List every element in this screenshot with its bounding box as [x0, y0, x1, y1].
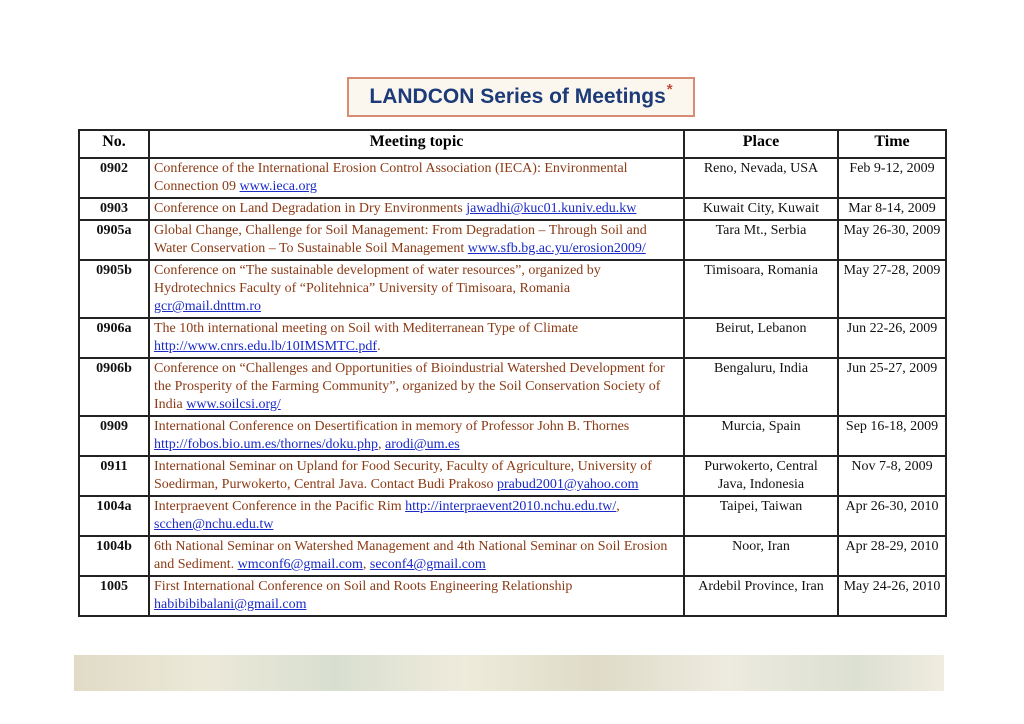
table-row — [79, 198, 946, 220]
meeting-topic — [149, 198, 684, 220]
table-body — [79, 158, 946, 616]
meeting-number: 1004a — [79, 496, 149, 536]
meeting-place: Noor, Iran — [684, 536, 838, 576]
table-row — [79, 576, 946, 616]
title-text: LANDCON Series of Meetings — [369, 85, 666, 108]
meeting-link[interactable]: arodi@um.es — [385, 437, 460, 452]
table-row — [79, 416, 946, 456]
meeting-time: Apr 28-29, 2010 — [838, 536, 946, 576]
meeting-place: Kuwait City, Kuwait — [684, 198, 838, 220]
header-no: No. — [79, 130, 149, 158]
meeting-topic — [149, 158, 684, 198]
meeting-topic — [149, 536, 684, 576]
meeting-link[interactable]: seconf4@gmail.com — [369, 557, 486, 572]
background-photo-strip — [74, 655, 944, 691]
header-topic: Meeting topic — [149, 130, 684, 158]
table-header-row — [79, 130, 946, 158]
meeting-link[interactable]: www.sfb.bg.ac.yu/erosion2009/ — [467, 241, 646, 256]
title-asterisk: * — [666, 80, 673, 98]
meeting-place: Ardebil Province, Iran — [684, 576, 838, 616]
meeting-topic — [149, 416, 684, 456]
meeting-topic-text: International Seminar on Upland for Food Security, Faculty of Agriculture, University of Soedirman, Purwokerto, Central Java. Contact Budi Prakoso — [154, 459, 652, 492]
header-place: Place — [684, 130, 838, 158]
meeting-place: Bengaluru, India — [684, 358, 838, 416]
meeting-link[interactable]: habibibibalani@gmail.com — [154, 597, 307, 612]
meeting-topic-text: . — [377, 339, 381, 354]
meeting-topic — [149, 576, 684, 616]
meeting-topic-text: Conference on Land Degradation in Dry Environments — [154, 201, 467, 216]
meeting-link[interactable]: http://fobos.bio.um.es/thornes/doku.php — [154, 437, 378, 452]
meeting-topic-text: 6th National Seminar on Watershed Management and 4th National Seminar on Soil Erosion and Sediment. — [154, 539, 668, 572]
meeting-number: 0906a — [79, 318, 149, 358]
meeting-place: Purwokerto, Central Java, Indonesia — [684, 456, 838, 496]
meeting-time: Feb 9-12, 2009 — [838, 158, 946, 198]
table-row — [79, 496, 946, 536]
meeting-topic — [149, 318, 684, 358]
meeting-link[interactable]: wmconf6@gmail.com — [237, 557, 363, 572]
meeting-place: Timisoara, Romania — [684, 260, 838, 318]
meeting-topic-text: Conference of the International Erosion Control Association (IECA): Environmental Connection 09 — [154, 161, 628, 194]
meeting-topic — [149, 220, 684, 260]
meeting-number: 0906b — [79, 358, 149, 416]
meeting-time: Jun 22-26, 2009 — [838, 318, 946, 358]
page-title — [347, 77, 695, 117]
meeting-number: 0911 — [79, 456, 149, 496]
table-row — [79, 358, 946, 416]
meeting-topic-text: Conference on “The sustainable development of water resources”, organized by Hydrotechnics Faculty of “Politehnica” University of Timisoara, Romania — [154, 263, 601, 296]
meeting-number: 0903 — [79, 198, 149, 220]
meeting-place: Taipei, Taiwan — [684, 496, 838, 536]
meetings-table — [78, 129, 947, 617]
table-row — [79, 220, 946, 260]
meeting-time: Mar 8-14, 2009 — [838, 198, 946, 220]
meeting-link[interactable]: http://www.cnrs.edu.lb/10IMSMTC.pdf — [154, 339, 378, 354]
table-row — [79, 158, 946, 198]
meeting-topic — [149, 456, 684, 496]
meeting-time: Jun 25-27, 2009 — [838, 358, 946, 416]
meeting-topic-text: , — [378, 437, 385, 452]
meeting-topic-text: Conference on “Challenges and Opportunities of Bioindustrial Watershed Development for the Prosperity of the Farming Community”, organized by the Soil Conservation Society of India — [154, 361, 665, 412]
meeting-time: May 26-30, 2009 — [838, 220, 946, 260]
meeting-link[interactable]: www.soilcsi.org/ — [186, 397, 281, 412]
table-row — [79, 318, 946, 358]
meeting-time: Sep 16-18, 2009 — [838, 416, 946, 456]
meeting-link[interactable]: www.ieca.org — [239, 179, 317, 194]
meeting-topic — [149, 358, 684, 416]
meeting-time: Nov 7-8, 2009 — [838, 456, 946, 496]
meeting-place: Murcia, Spain — [684, 416, 838, 456]
meeting-topic-text: First International Conference on Soil and Roots Engineering Relationship — [154, 579, 573, 594]
meeting-link[interactable]: jawadhi@kuc01.kuniv.edu.kw — [466, 201, 637, 216]
meeting-topic — [149, 496, 684, 536]
meeting-place: Reno, Nevada, USA — [684, 158, 838, 198]
meeting-time: May 27-28, 2009 — [838, 260, 946, 318]
meeting-number: 0902 — [79, 158, 149, 198]
meeting-topic-text: The 10th international meeting on Soil with Mediterranean Type of Climate — [154, 321, 579, 336]
header-time: Time — [838, 130, 946, 158]
meeting-number: 0909 — [79, 416, 149, 456]
meeting-time: May 24-26, 2010 — [838, 576, 946, 616]
meeting-link[interactable]: prabud2001@yahoo.com — [496, 477, 639, 492]
meeting-number: 0905b — [79, 260, 149, 318]
meeting-number: 1004b — [79, 536, 149, 576]
table-row — [79, 536, 946, 576]
meeting-number: 1005 — [79, 576, 149, 616]
meeting-link[interactable]: scchen@nchu.edu.tw — [154, 517, 274, 532]
meeting-time: Apr 26-30, 2010 — [838, 496, 946, 536]
meeting-place: Tara Mt., Serbia — [684, 220, 838, 260]
meeting-topic-text: , — [616, 499, 620, 514]
meeting-topic-text: International Conference on Desertification in memory of Professor John B. Thornes — [154, 419, 630, 434]
table-row — [79, 260, 946, 318]
meeting-link[interactable]: http://interpraevent2010.nchu.edu.tw/ — [405, 499, 617, 514]
meeting-topic-text: , — [362, 557, 370, 572]
meeting-number: 0905a — [79, 220, 149, 260]
meeting-topic-text: Global Change, Challenge for Soil Management: From Degradation – Through Soil and Water Conservation – To Sustainable Soil Management — [154, 223, 647, 256]
meeting-link[interactable]: gcr@mail.dnttm.ro — [154, 299, 261, 314]
meeting-place: Beirut, Lebanon — [684, 318, 838, 358]
meeting-topic-text: Interpraevent Conference in the Pacific Rim — [154, 499, 406, 514]
meeting-topic — [149, 260, 684, 318]
table-row — [79, 456, 946, 496]
